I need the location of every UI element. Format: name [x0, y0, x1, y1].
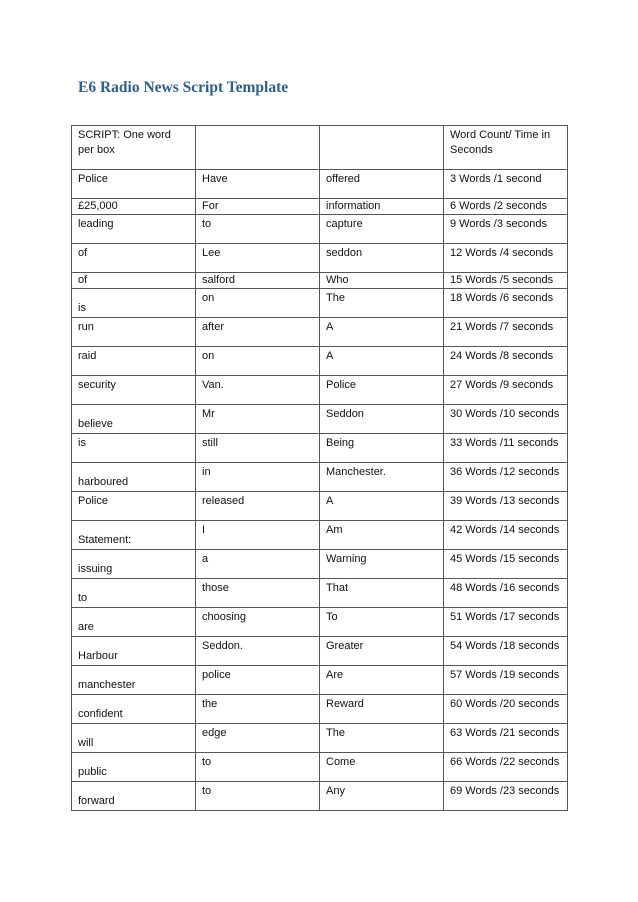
script-word-cell: Being: [320, 434, 444, 463]
script-word-cell: Come: [320, 753, 444, 782]
script-word-cell: is: [72, 289, 196, 318]
script-word-cell: Am: [320, 521, 444, 550]
script-word-cell: Harbour: [72, 637, 196, 666]
script-word-cell: Van.: [196, 376, 320, 405]
table-row: [72, 782, 568, 811]
script-word-cell: A: [320, 492, 444, 521]
script-table: [71, 125, 568, 811]
word-count-cell: 48 Words /16 seconds: [444, 579, 568, 608]
script-word-cell: harboured: [72, 463, 196, 492]
script-word-cell: issuing: [72, 550, 196, 579]
script-word-cell: to: [196, 782, 320, 811]
script-word-cell: Seddon.: [196, 637, 320, 666]
script-word-cell: to: [196, 215, 320, 244]
script-word-cell: Any: [320, 782, 444, 811]
script-word-cell: still: [196, 434, 320, 463]
table-row: [72, 376, 568, 405]
script-word-cell: Statement:: [72, 521, 196, 550]
table-row: [72, 289, 568, 318]
word-count-cell: 57 Words /19 seconds: [444, 666, 568, 695]
table-row: [72, 521, 568, 550]
table-row: [72, 199, 568, 215]
table-row: [72, 347, 568, 376]
word-count-cell: 33 Words /11 seconds: [444, 434, 568, 463]
script-word-cell: Lee: [196, 244, 320, 273]
table-row: [72, 492, 568, 521]
header-cell-word-count: Word Count/ Time in Seconds: [444, 126, 568, 170]
script-word-cell: That: [320, 579, 444, 608]
script-word-cell: public: [72, 753, 196, 782]
script-word-cell: Police: [72, 492, 196, 521]
word-count-cell: 63 Words /21 seconds: [444, 724, 568, 753]
script-word-cell: believe: [72, 405, 196, 434]
script-word-cell: on: [196, 289, 320, 318]
table-row: [72, 695, 568, 724]
script-word-cell: leading: [72, 215, 196, 244]
document-title: E6 Radio News Script Template: [78, 79, 289, 96]
table-row: [72, 608, 568, 637]
table-row: [72, 244, 568, 273]
script-word-cell: salford: [196, 273, 320, 289]
word-count-cell: 36 Words /12 seconds: [444, 463, 568, 492]
word-count-cell: 30 Words /10 seconds: [444, 405, 568, 434]
table-row: [72, 637, 568, 666]
script-word-cell: edge: [196, 724, 320, 753]
script-word-cell: For: [196, 199, 320, 215]
script-word-cell: choosing: [196, 608, 320, 637]
table-row: [72, 273, 568, 289]
word-count-cell: 54 Words /18 seconds: [444, 637, 568, 666]
script-word-cell: of: [72, 273, 196, 289]
script-word-cell: The: [320, 724, 444, 753]
script-word-cell: in: [196, 463, 320, 492]
script-word-cell: Greater: [320, 637, 444, 666]
word-count-cell: 42 Words /14 seconds: [444, 521, 568, 550]
script-word-cell: A: [320, 347, 444, 376]
script-word-cell: manchester: [72, 666, 196, 695]
table-row: [72, 318, 568, 347]
script-table-body: [72, 126, 568, 811]
script-word-cell: raid: [72, 347, 196, 376]
word-count-cell: 51 Words /17 seconds: [444, 608, 568, 637]
word-count-cell: 21 Words /7 seconds: [444, 318, 568, 347]
word-count-cell: 3 Words /1 second: [444, 170, 568, 199]
table-row: [72, 434, 568, 463]
word-count-cell: 69 Words /23 seconds: [444, 782, 568, 811]
script-word-cell: the: [196, 695, 320, 724]
header-cell-script: SCRIPT: One word per box: [72, 126, 196, 170]
table-row: [72, 724, 568, 753]
script-word-cell: will: [72, 724, 196, 753]
table-row: [72, 215, 568, 244]
table-row: [72, 170, 568, 199]
script-word-cell: Manchester.: [320, 463, 444, 492]
script-word-cell: after: [196, 318, 320, 347]
script-word-cell: forward: [72, 782, 196, 811]
table-row: [72, 666, 568, 695]
header-cell-blank-1: [196, 126, 320, 170]
script-word-cell: capture: [320, 215, 444, 244]
script-word-cell: those: [196, 579, 320, 608]
script-word-cell: Warning: [320, 550, 444, 579]
script-word-cell: A: [320, 318, 444, 347]
script-word-cell: a: [196, 550, 320, 579]
word-count-cell: 39 Words /13 seconds: [444, 492, 568, 521]
script-word-cell: of: [72, 244, 196, 273]
script-word-cell: Mr: [196, 405, 320, 434]
table-row: [72, 405, 568, 434]
word-count-cell: 6 Words /2 seconds: [444, 199, 568, 215]
table-row: [72, 463, 568, 492]
script-word-cell: Police: [72, 170, 196, 199]
script-word-cell: To: [320, 608, 444, 637]
script-word-cell: £25,000: [72, 199, 196, 215]
script-word-cell: Are: [320, 666, 444, 695]
table-row: [72, 550, 568, 579]
script-word-cell: to: [72, 579, 196, 608]
script-word-cell: on: [196, 347, 320, 376]
word-count-cell: 18 Words /6 seconds: [444, 289, 568, 318]
script-word-cell: information: [320, 199, 444, 215]
word-count-cell: 45 Words /15 seconds: [444, 550, 568, 579]
script-word-cell: seddon: [320, 244, 444, 273]
script-word-cell: Police: [320, 376, 444, 405]
word-count-cell: 15 Words /5 seconds: [444, 273, 568, 289]
word-count-cell: 9 Words /3 seconds: [444, 215, 568, 244]
script-word-cell: released: [196, 492, 320, 521]
script-word-cell: I: [196, 521, 320, 550]
script-word-cell: is: [72, 434, 196, 463]
word-count-cell: 24 Words /8 seconds: [444, 347, 568, 376]
script-word-cell: are: [72, 608, 196, 637]
script-word-cell: security: [72, 376, 196, 405]
script-word-cell: Seddon: [320, 405, 444, 434]
word-count-cell: 12 Words /4 seconds: [444, 244, 568, 273]
script-word-cell: run: [72, 318, 196, 347]
script-word-cell: to: [196, 753, 320, 782]
table-row: [72, 579, 568, 608]
script-word-cell: police: [196, 666, 320, 695]
table-header-row: [72, 126, 568, 170]
word-count-cell: 27 Words /9 seconds: [444, 376, 568, 405]
word-count-cell: 66 Words /22 seconds: [444, 753, 568, 782]
script-word-cell: offered: [320, 170, 444, 199]
script-word-cell: Who: [320, 273, 444, 289]
script-word-cell: confident: [72, 695, 196, 724]
table-row: [72, 753, 568, 782]
word-count-cell: 60 Words /20 seconds: [444, 695, 568, 724]
script-word-cell: Reward: [320, 695, 444, 724]
script-word-cell: The: [320, 289, 444, 318]
script-word-cell: Have: [196, 170, 320, 199]
header-cell-blank-2: [320, 126, 444, 170]
